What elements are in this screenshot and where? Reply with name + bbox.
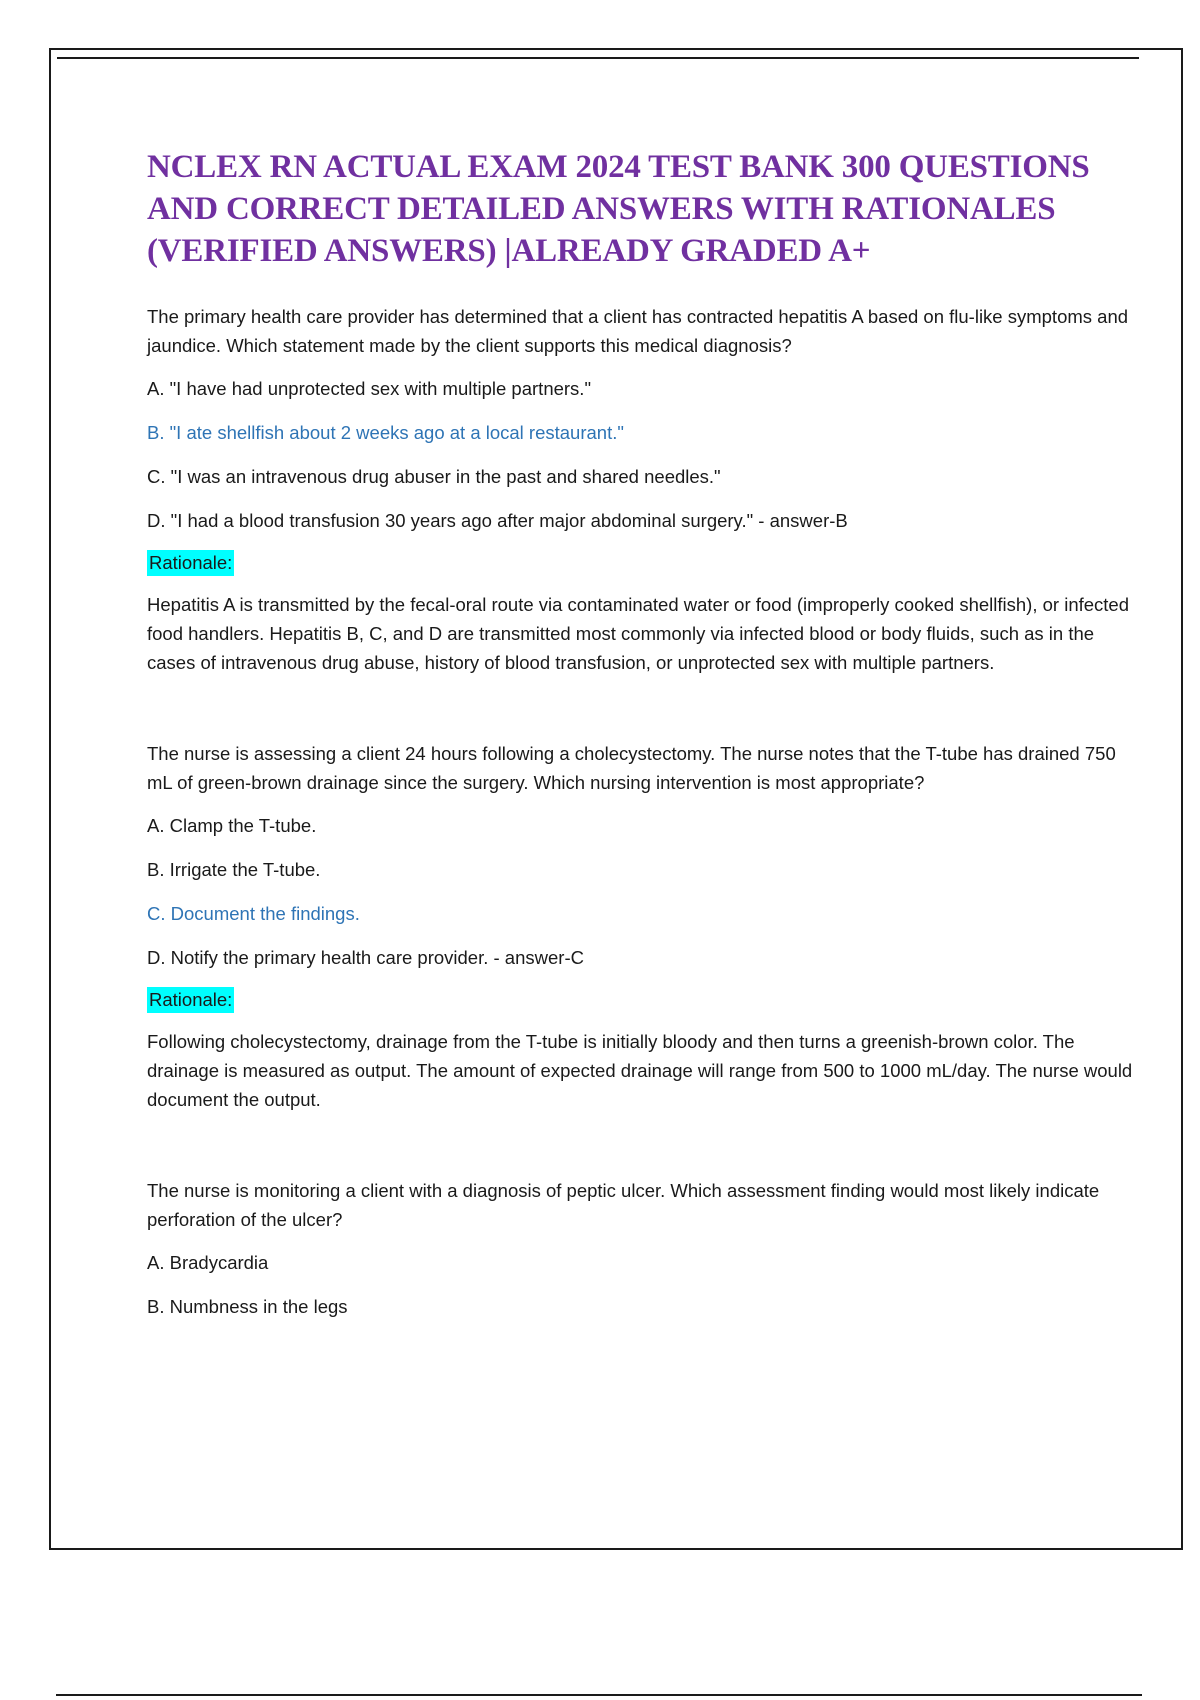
next-page-top-rule	[56, 1694, 1142, 1696]
option-b: B. Numbness in the legs	[147, 1296, 348, 1317]
question-text: The nurse is monitoring a client with a diagnosis of peptic ulcer. Which assessment finding would most likely indicate perforation of the ulcer?	[147, 1180, 1100, 1230]
question-block-1	[147, 302, 1137, 677]
rationale-text: Hepatitis A is transmitted by the fecal-oral route via contaminated water or food (improperly cooked shellfish), or infected food handlers. Hepatitis B, C, and D are transmitted most commonly via infected blood or body fluids, such as in the cases of intravenous drug abuse, history of blood transfusion, or unprotected sex with multiple partners.	[147, 594, 1129, 673]
option-c: C. "I was an intravenous drug abuser in the past and shared needles."	[147, 466, 721, 487]
option-b-correct: B. "I ate shellfish about 2 weeks ago at a local restaurant."	[147, 422, 624, 443]
option-d: D. Notify the primary health care provider. - answer-C	[147, 947, 584, 968]
option-d: D. "I had a blood transfusion 30 years ago after major abdominal surgery." - answer-B	[147, 510, 848, 531]
rationale-text: Following cholecystectomy, drainage from the T-tube is initially bloody and then turns a greenish-brown color. The drainage is measured as output. The amount of expected drainage will range from 500 to 1000 mL/day. The nurse would document the output.	[147, 1031, 1133, 1110]
document-body	[147, 146, 1137, 1336]
question-block-2	[147, 739, 1137, 1114]
top-rule	[57, 57, 1139, 59]
section-spacer	[147, 1114, 1137, 1176]
rationale-label: Rationale:	[147, 987, 234, 1013]
option-a: A. "I have had unprotected sex with multiple partners."	[147, 378, 592, 399]
section-spacer	[147, 677, 1137, 739]
page-frame	[49, 48, 1183, 1550]
question-text: The nurse is assessing a client 24 hours following a cholecystectomy. The nurse notes that the T-tube has drained 750 mL of green-brown drainage since the surgery. Which nursing intervention is most appropriate?	[147, 743, 1116, 793]
question-text: The primary health care provider has determined that a client has contracted hepatitis A based on flu-like symptoms and jaundice. Which statement made by the client supports this medical diagnosis?	[147, 306, 1129, 356]
option-c-correct: C. Document the findings.	[147, 903, 360, 924]
rationale-label: Rationale:	[147, 550, 234, 576]
option-a: A. Bradycardia	[147, 1252, 269, 1273]
document-title: NCLEX RN ACTUAL EXAM 2024 TEST BANK 300 QUESTIONS AND CORRECT DETAILED ANSWERS WITH RATIONALES (VERIFIED ANSWERS) |ALREADY GRADED A+	[147, 149, 1090, 269]
option-a: A. Clamp the T-tube.	[147, 815, 317, 836]
option-b: B. Irrigate the T-tube.	[147, 859, 321, 880]
question-block-3	[147, 1176, 1137, 1321]
